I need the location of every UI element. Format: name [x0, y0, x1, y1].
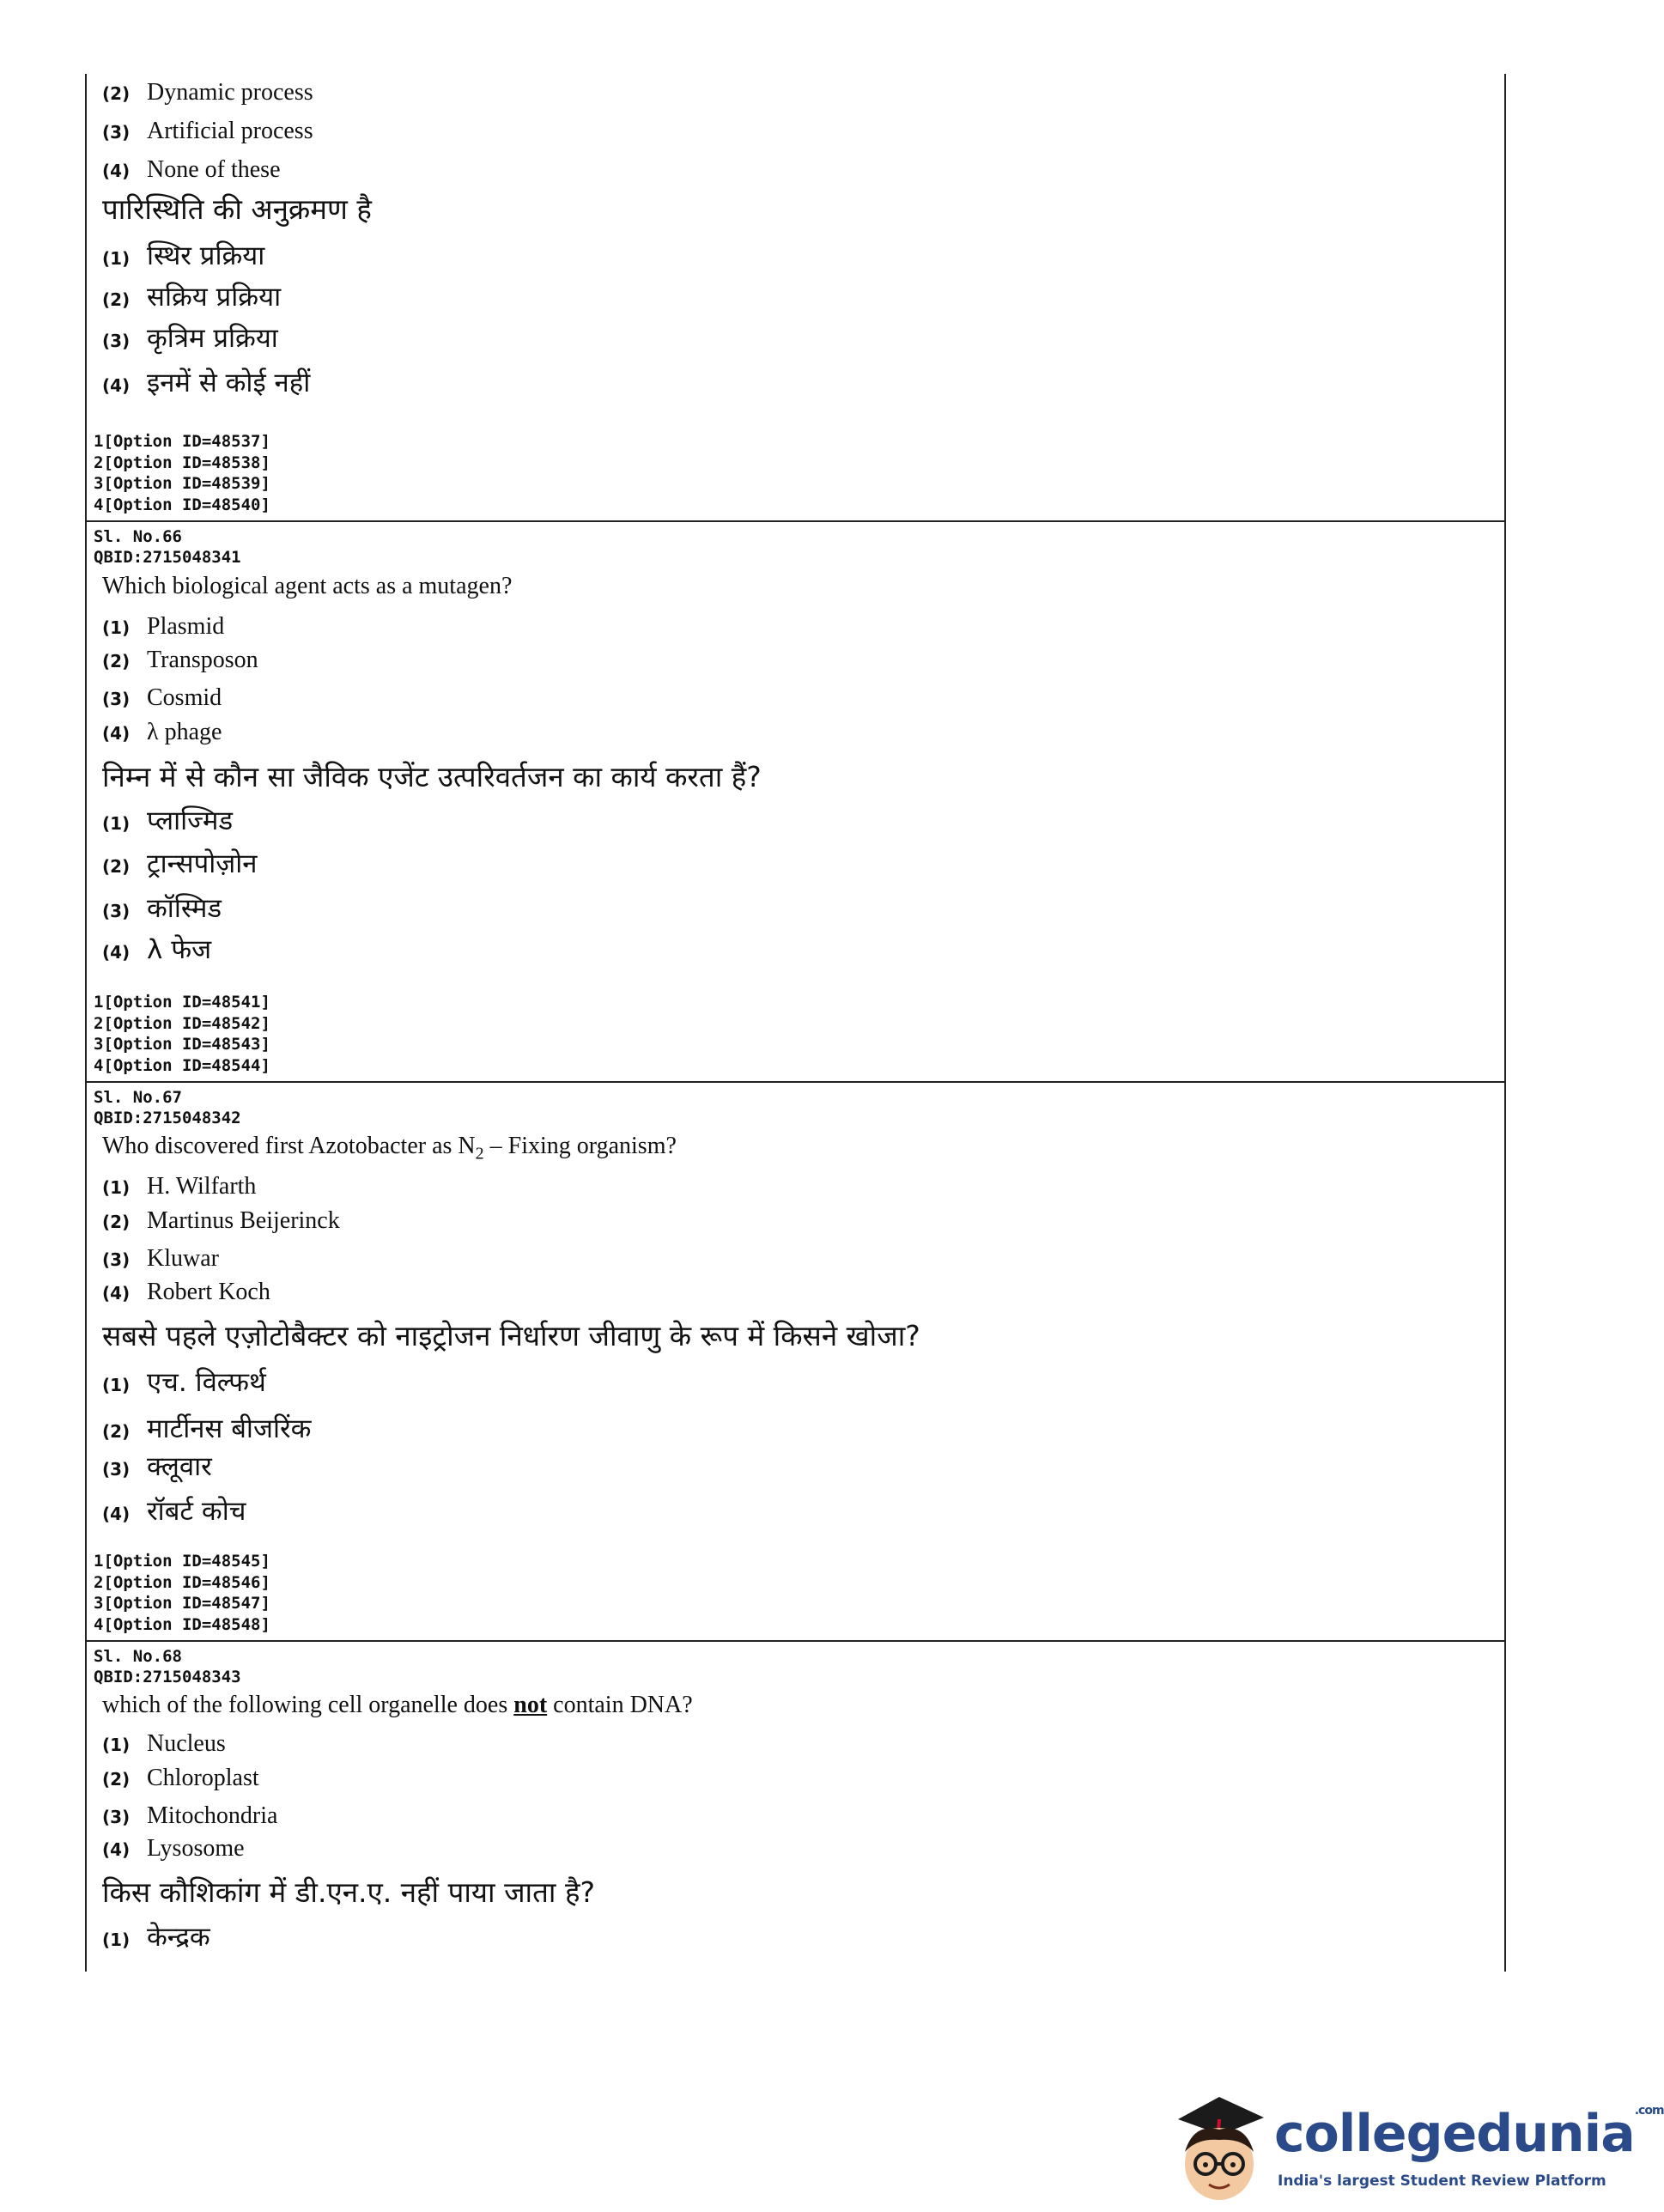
q65-option-hi-4: (4) इनमें से कोई नहीं [102, 368, 311, 398]
logo-tagline: India's largest Student Review Platform [1278, 2172, 1606, 2190]
q66-option-en-3: (3) Cosmid [102, 684, 222, 711]
q66-option-ids: 1[Option ID=48541] 2[Option ID=48542] 3[Option ID=48543] 4[Option ID=48544] [94, 993, 270, 1075]
q68-question-hi: किस कौशिकांग में डी.एन.ए. नहीं पाया जाता है? [102, 1875, 595, 1909]
mascot-icon [1168, 2085, 1274, 2205]
q65-option-ids: 1[Option ID=48537] 2[Option ID=48538] 3[Option ID=48539] 4[Option ID=48540] [94, 432, 270, 514]
q67-header: Sl. No.67 QBID:2715048342 [94, 1088, 241, 1127]
q66-option-hi-1: (1) प्लाज्मिड [102, 805, 234, 836]
q65-option-en-3: (3) Artificial process [102, 118, 313, 144]
q68-question-en: which of the following cell organelle does not contain DNA? [102, 1692, 693, 1718]
q67-option-hi-4: (4) रॉबर्ट कोच [102, 1496, 246, 1527]
q67-option-hi-2: (2) मार्टीनस बीजरिंक [102, 1413, 312, 1444]
q68-header: Sl. No.68 QBID:2715048343 [94, 1647, 241, 1686]
q65-option-en-4: (4) None of these [102, 156, 281, 183]
q66-option-hi-2: (2) ट्रान्सपोज़ोन [102, 848, 258, 879]
q67-option-ids: 1[Option ID=48545] 2[Option ID=48546] 3[Option ID=48547] 4[Option ID=48548] [94, 1552, 270, 1634]
q67-question-hi: सबसे पहले एज़ोटोबैक्टर को नाइट्रोजन निर्धारण जीवाणु के रूप में किसने खोजा? [102, 1319, 920, 1352]
q65-option-hi-2: (2) सक्रिय प्रक्रिया [102, 282, 282, 313]
q66-option-en-4: (4) λ phage [102, 719, 222, 745]
q68-option-en-4: (4) Lysosome [102, 1835, 245, 1862]
q68-option-en-3: (3) Mitochondria [102, 1802, 278, 1829]
divider [87, 1081, 1504, 1083]
q65-option-hi-3: (3) कृत्रिम प्रक्रिया [102, 323, 278, 354]
question-sheet [85, 74, 1506, 1972]
q65-question-hi: पारिस्थिति की अनुक्रमण है [102, 192, 372, 226]
q68-option-en-2: (2) Chloroplast [102, 1765, 259, 1791]
divider [87, 1640, 1504, 1642]
q67-option-hi-3: (3) क्लूवार [102, 1451, 212, 1482]
divider [87, 520, 1504, 522]
collegedunia-logo [1168, 2085, 1664, 2205]
q68-option-hi-1: (1) केन्द्रक [102, 1922, 210, 1953]
q66-option-en-1: (1) Plasmid [102, 613, 225, 640]
q66-option-en-2: (2) Transposon [102, 647, 258, 673]
q67-option-en-1: (1) H. Wilfarth [102, 1173, 257, 1200]
q67-option-en-3: (3) Kluwar [102, 1245, 219, 1272]
q66-question-en: Which biological agent acts as a mutagen? [102, 573, 513, 599]
q66-option-hi-4: (4) λ फेज [102, 934, 212, 965]
q65-option-hi-1: (1) स्थिर प्रक्रिया [102, 240, 265, 271]
q65-option-en-2: (2) Dynamic process [102, 79, 313, 106]
q67-option-hi-1: (1) एच. विल्फर्थ [102, 1367, 266, 1398]
logo-wordmark: collegedunia$^{.com}$ [1274, 2104, 1664, 2164]
q67-question-en: Who discovered first Azotobacter as $N_2$ – Fixing organism? [102, 1133, 677, 1164]
q66-question-hi: निम्न में से कौन सा जैविक एजेंट उत्परिवर्तजन का कार्य करता हैं? [102, 760, 762, 793]
q68-option-en-1: (1) Nucleus [102, 1730, 226, 1757]
q66-header: Sl. No.66 QBID:2715048341 [94, 527, 241, 567]
q66-option-hi-3: (3) कॉस्मिड [102, 893, 222, 924]
q67-option-en-2: (2) Martinus Beijerinck [102, 1207, 340, 1234]
q67-option-en-4: (4) Robert Koch [102, 1279, 270, 1305]
